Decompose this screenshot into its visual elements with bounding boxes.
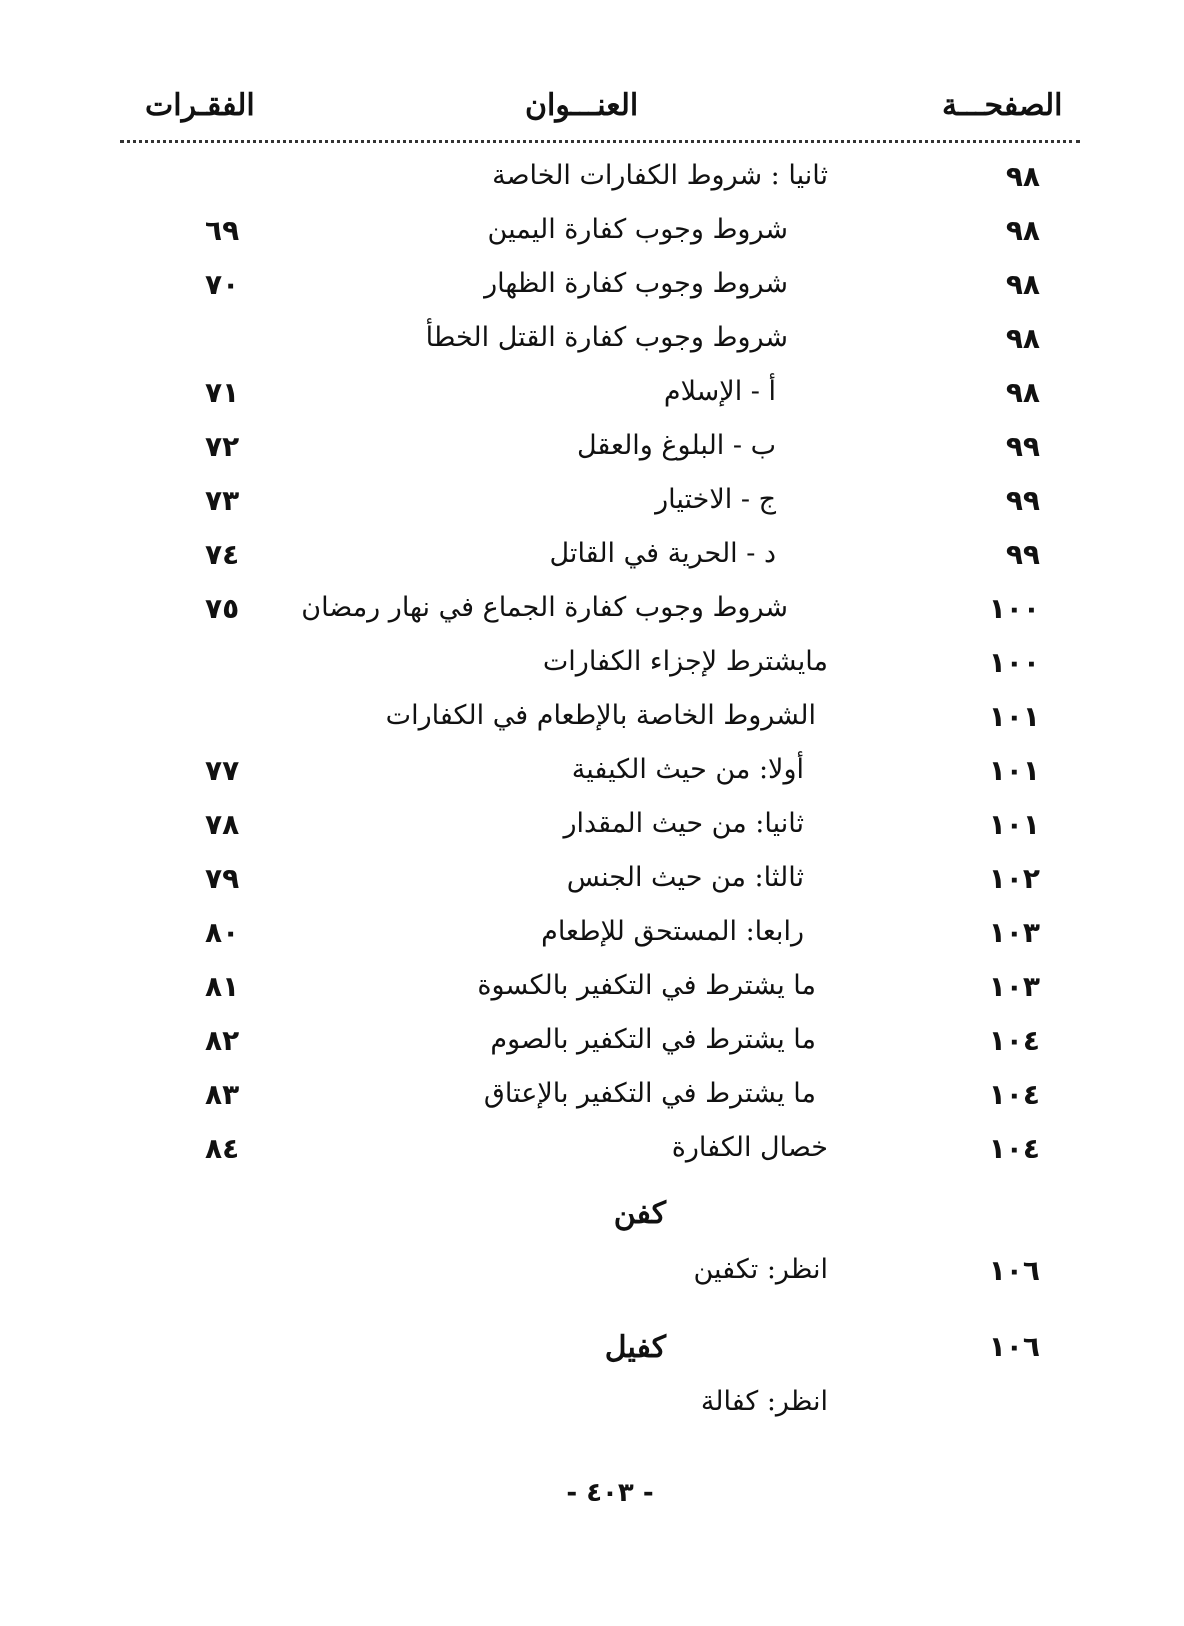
row-page-number: ١٠٤ <box>988 1132 1040 1165</box>
row-paragraph-number: ٧٤ <box>205 538 240 571</box>
row-title: شروط وجوب كفارة الظهار <box>484 268 788 299</box>
row-page-number: ٩٩ <box>1005 538 1040 571</box>
index-row <box>0 160 1184 210</box>
index-row <box>0 1132 1184 1182</box>
header-title-column: العنـــوان <box>525 88 639 123</box>
row-title: مايشترط لإجزاء الكفارات <box>542 646 828 677</box>
index-row <box>0 592 1184 642</box>
row-title: شروط وجوب كفارة الجماع في نهار رمضان <box>301 592 788 623</box>
cross-reference: انظر: تكفين <box>693 1254 828 1285</box>
index-row <box>0 214 1184 264</box>
row-paragraph-number: ٧٨ <box>205 808 240 841</box>
row-title: شروط وجوب كفارة القتل الخطأ <box>425 322 788 353</box>
row-title: ب - البلوغ والعقل <box>576 430 776 461</box>
row-page-number: ١٠٠ <box>988 592 1040 625</box>
row-page-number: ١٠٦ <box>988 1330 1040 1363</box>
index-row <box>0 322 1184 372</box>
index-row <box>0 484 1184 534</box>
row-title: ما يشترط في التكفير بالإعتاق <box>483 1078 816 1109</box>
row-title: ج - الاختيار <box>655 484 776 515</box>
row-title: ثانيا : شروط الكفارات الخاصة <box>492 160 828 191</box>
row-page-number: ١٠١ <box>988 700 1040 733</box>
row-paragraph-number: ٨٠ <box>205 916 240 949</box>
index-row <box>0 1254 1184 1304</box>
row-paragraph-number: ٨١ <box>205 970 240 1003</box>
row-page-number: ٩٨ <box>1005 322 1040 355</box>
row-title: ثانيا: من حيث المقدار <box>563 808 804 839</box>
row-page-number: ٩٨ <box>1005 268 1040 301</box>
cross-reference: انظر: كفالة <box>700 1386 828 1417</box>
row-paragraph-number: ٧١ <box>205 376 240 409</box>
row-title: أولا: من حيث الكيفية <box>571 754 804 785</box>
page-number-footer: - ٤٠٣ - <box>566 1478 654 1508</box>
index-row <box>0 538 1184 588</box>
header-dotted-rule <box>120 140 1080 143</box>
row-paragraph-number: ٧٣ <box>205 484 240 517</box>
row-page-number: ١٠٣ <box>988 970 1040 1003</box>
row-page-number: ٩٨ <box>1005 160 1040 193</box>
row-page-number: ١٠٤ <box>988 1078 1040 1111</box>
index-row <box>0 700 1184 750</box>
row-title: ما يشترط في التكفير بالكسوة <box>477 970 816 1001</box>
row-paragraph-number: ٨٣ <box>205 1078 240 1111</box>
index-row <box>0 970 1184 1020</box>
index-row <box>0 646 1184 696</box>
index-row <box>0 268 1184 318</box>
index-row <box>0 1078 1184 1128</box>
row-paragraph-number: ٧٢ <box>205 430 240 463</box>
row-page-number: ٩٨ <box>1005 376 1040 409</box>
index-row <box>0 916 1184 966</box>
row-page-number: ١٠١ <box>988 808 1040 841</box>
row-paragraph-number: ٧٧ <box>205 754 240 787</box>
row-page-number: ٩٩ <box>1005 430 1040 463</box>
row-title: ما يشترط في التكفير بالصوم <box>490 1024 816 1055</box>
row-paragraph-number: ٧٠ <box>205 268 240 301</box>
row-page-number: ١٠٣ <box>988 916 1040 949</box>
index-row <box>0 862 1184 912</box>
row-title: شروط وجوب كفارة اليمين <box>487 214 788 245</box>
index-row <box>0 1386 1184 1436</box>
row-title: ثالثا: من حيث الجنس <box>566 862 804 893</box>
index-row <box>0 754 1184 804</box>
row-title: خصال الكفارة <box>671 1132 828 1163</box>
row-paragraph-number: ٧٥ <box>205 592 240 625</box>
header-page-column: الصفحـــة <box>942 88 1063 123</box>
row-title: الشروط الخاصة بالإطعام في الكفارات <box>385 700 816 731</box>
index-row <box>0 1330 1184 1380</box>
row-page-number: ١٠٤ <box>988 1024 1040 1057</box>
row-title: د - الحرية في القاتل <box>549 538 776 569</box>
index-row <box>0 376 1184 426</box>
section-heading-kafil: كفيل <box>604 1330 666 1365</box>
row-page-number: ١٠٠ <box>988 646 1040 679</box>
row-paragraph-number: ٨٤ <box>205 1132 240 1165</box>
row-paragraph-number: ٦٩ <box>205 214 240 247</box>
row-page-number: ٩٩ <box>1005 484 1040 517</box>
index-row <box>0 430 1184 480</box>
row-title: رابعا: المستحق للإطعام <box>541 916 804 947</box>
row-paragraph-number: ٨٢ <box>205 1024 240 1057</box>
header-paragraphs-column: الفقـرات <box>145 88 255 123</box>
row-page-number: ٩٨ <box>1005 214 1040 247</box>
index-row <box>0 808 1184 858</box>
row-page-number: ١٠٢ <box>988 862 1040 895</box>
index-row <box>0 1024 1184 1074</box>
section-heading-kafan: كفن <box>613 1196 666 1231</box>
row-title: أ - الإسلام <box>663 376 776 407</box>
row-paragraph-number: ٧٩ <box>205 862 240 895</box>
row-page-number: ١٠١ <box>988 754 1040 787</box>
row-page-number: ١٠٦ <box>988 1254 1040 1287</box>
